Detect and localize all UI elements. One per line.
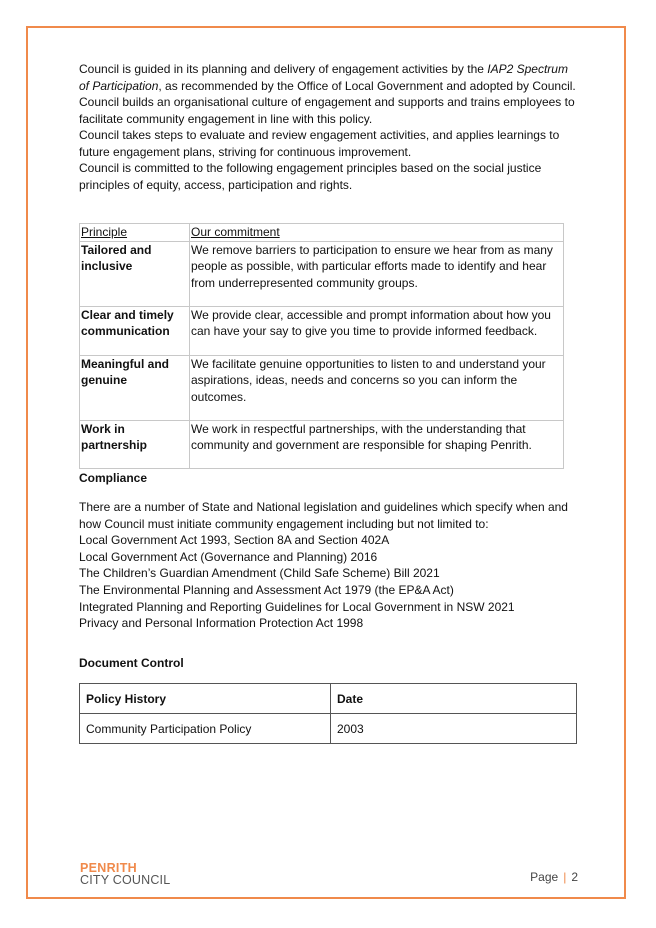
principle-name: Work in partnership: [80, 420, 190, 468]
table-row: [80, 306, 564, 355]
principle-commitment: We provide clear, accessible and prompt information about how you can have your say to give you time to provide informed feedback.: [190, 306, 564, 355]
principle-commitment: We facilitate genuine opportunities to listen to and understand your aspirations, ideas, needs and concerns so you can inform the outcomes.: [190, 355, 564, 420]
legislation-item: Local Government Act 1993, Section 8A and Section 402A: [79, 533, 390, 548]
date-header: Date: [331, 684, 577, 714]
page-number-value: 2: [571, 870, 578, 884]
legislation-item: Privacy and Personal Information Protection Act 1998: [79, 616, 364, 631]
document-control-heading: Document Control: [79, 656, 184, 670]
principle-column-header: Principle: [80, 224, 190, 242]
document-control-table: [79, 683, 577, 744]
principle-commitment: We work in respectful partnerships, with the understanding that community and government are responsible for shaping Penrith.: [190, 420, 564, 468]
compliance-section: [79, 499, 579, 632]
compliance-heading: Compliance: [79, 471, 148, 485]
principle-name: Clear and timely communication: [80, 306, 190, 355]
legislation-item: The Children’s Guardian Amendment (Child Safe Scheme) Bill 2021: [79, 566, 440, 581]
legislation-item: Integrated Planning and Reporting Guidelines for Local Government in NSW 2021: [79, 599, 515, 614]
policy-history-header: Policy History: [80, 684, 331, 714]
intro-paragraph-3: Council takes steps to evaluate and review engagement activities, and applies learnings to future engagement plans, striving for continuous improvement.: [79, 128, 560, 159]
logo-line-penrith: PENRITH: [80, 861, 137, 875]
intro-paragraph-1: Council is guided in its planning and delivery of engagement activities by the IAP2 Spectrum of Participation, as recommended by the Office of Local Government and adopted by Council.: [79, 62, 576, 93]
page-separator: |: [563, 870, 567, 884]
commitment-column-header: Our commitment: [190, 224, 564, 242]
legislation-item: Local Government Act (Governance and Planning) 2016: [79, 549, 378, 564]
penrith-city-council-logo: [80, 862, 170, 886]
iap2-spectrum-reference: IAP2 Spectrum of Participation: [79, 62, 568, 93]
principle-commitment: We remove barriers to participation to ensure we hear from as many people as possible, with particular efforts made to identify and hear from underrepresented community groups.: [190, 241, 564, 306]
legislation-item: The Environmental Planning and Assessment Act 1979 (the EP&A Act): [79, 582, 454, 597]
intro-paragraph-2: Council builds an organisational culture of engagement and supports and trains employees to facilitate community engagement in line with this policy.: [79, 95, 575, 126]
table-row: [80, 420, 564, 468]
logo-line-city-council: CITY COUNCIL: [80, 873, 171, 887]
principle-name: Meaningful and genuine: [80, 355, 190, 420]
table-row: [80, 241, 564, 306]
page-number: [530, 870, 578, 884]
intro-paragraph-4: Council is committed to the following engagement principles based on the social justice principles of equity, access, participation and rights.: [79, 161, 542, 192]
table-row: [80, 714, 577, 744]
page-label: Page: [530, 870, 559, 884]
principle-name: Tailored and inclusive: [80, 241, 190, 306]
engagement-principles-table: [79, 223, 564, 469]
compliance-intro: There are a number of State and National legislation and guidelines which specify when and how Council must initiate community engagement including but not limited to:: [79, 500, 568, 531]
intro-section: [79, 61, 579, 193]
table-header-row: [80, 224, 564, 242]
table-header-row: [80, 684, 577, 714]
policy-date-cell: 2003: [331, 714, 577, 744]
table-row: [80, 355, 564, 420]
policy-history-cell: Community Participation Policy: [80, 714, 331, 744]
